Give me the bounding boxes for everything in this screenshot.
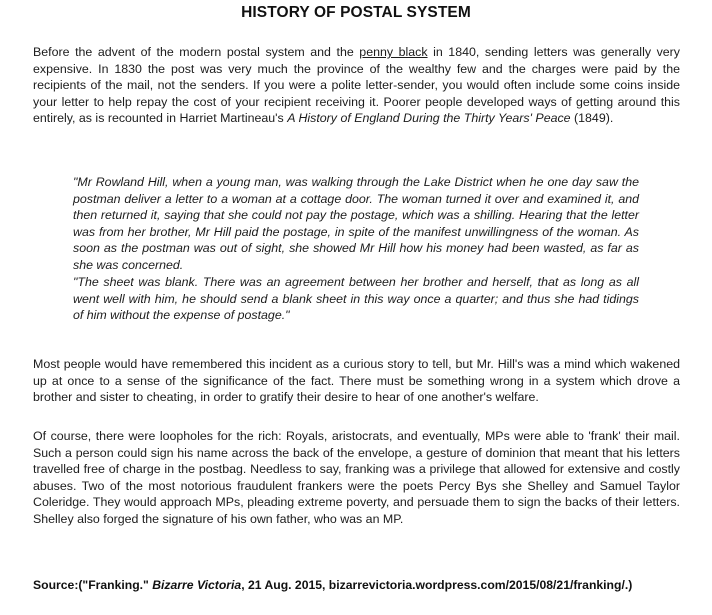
- intro-text-part2: in 1840, sending letters was generally very expensive. In 1830 the post was very much the province of the wealthy few and the charges were paid by the recipients of the mail, not the senders. If you were a polite letter-sender, you would often include some coins inside your letter to help repay the cost of your recipient receiving it. Poorer people developed ways of getting around this entirely, as is recounted in Harriet Martineau's: [33, 45, 680, 126]
- paragraph-franking: Of course, there were loopholes for the rich: Royals, aristocrats, and eventually, MPs were able to 'frank' their mail. Such a person could sign his name across the back of the envelope, a gesture of dominion that meant that his letters travelled free of charge in the postbag. Needless to say, franking was a privilege that allowed for extensive and costly abuses. Two of the most notorious fraudulent frankers were the poets Percy Bys she Shelley and Samuel Taylor Coleridge. They would approach MPs, pleading extreme poverty, and persuade them to sign the backs of their letters. Shelley also forged the signature of his own father, who was an MP.: [33, 429, 680, 526]
- source-suffix: , 21 Aug. 2015, bizarrevictoria.wordpress.com/2015/08/21/franking/.): [241, 578, 633, 592]
- source-prefix: Source:("Franking.": [33, 578, 153, 592]
- source-publication: Bizarre Victoria: [152, 578, 242, 592]
- book-title: A History of England During the Thirty Years' Peace: [287, 111, 571, 126]
- intro-text-part1: Before the advent of the modern postal system and the: [33, 45, 360, 59]
- block-quote-second: "The sheet was blank. There was an agreement between her brother and herself, that as long as all went well with him, he should send a blank sheet in this way once a quarter; and thus she had tidings of him without the expense of postage.": [73, 275, 639, 323]
- penny-black-link[interactable]: penny black: [359, 45, 428, 59]
- intro-paragraph: [33, 44, 680, 127]
- page-title: HISTORY OF POSTAL SYSTEM: [241, 4, 471, 21]
- source-citation: [33, 578, 703, 592]
- block-quote-first: "Mr Rowland Hill, when a young man, was walking through the Lake District when he one day saw the postman deliver a letter to a woman at a cottage door. The woman turned it over and examined it, and then returned it, saying that she could not pay the postage, which was a shilling. Hearing that the letter was from her brother, Mr Hill paid the postage, in spite of the manifest unwillingness of the woman. As soon as the postman was out of sight, she showed Mr Hill how his money had been wasted, as far as she was concerned.: [73, 175, 639, 272]
- paragraph-hill-significance: Most people would have remembered this incident as a curious story to tell, but Mr. Hill's was a mind which wakened up at once to a sense of the significance of the fact. There must be something wrong in a system which drove a brother and sister to cheating, in order to gratify their desire to hear of one another's welfare.: [33, 357, 680, 405]
- intro-text-part3: (1849).: [570, 111, 614, 126]
